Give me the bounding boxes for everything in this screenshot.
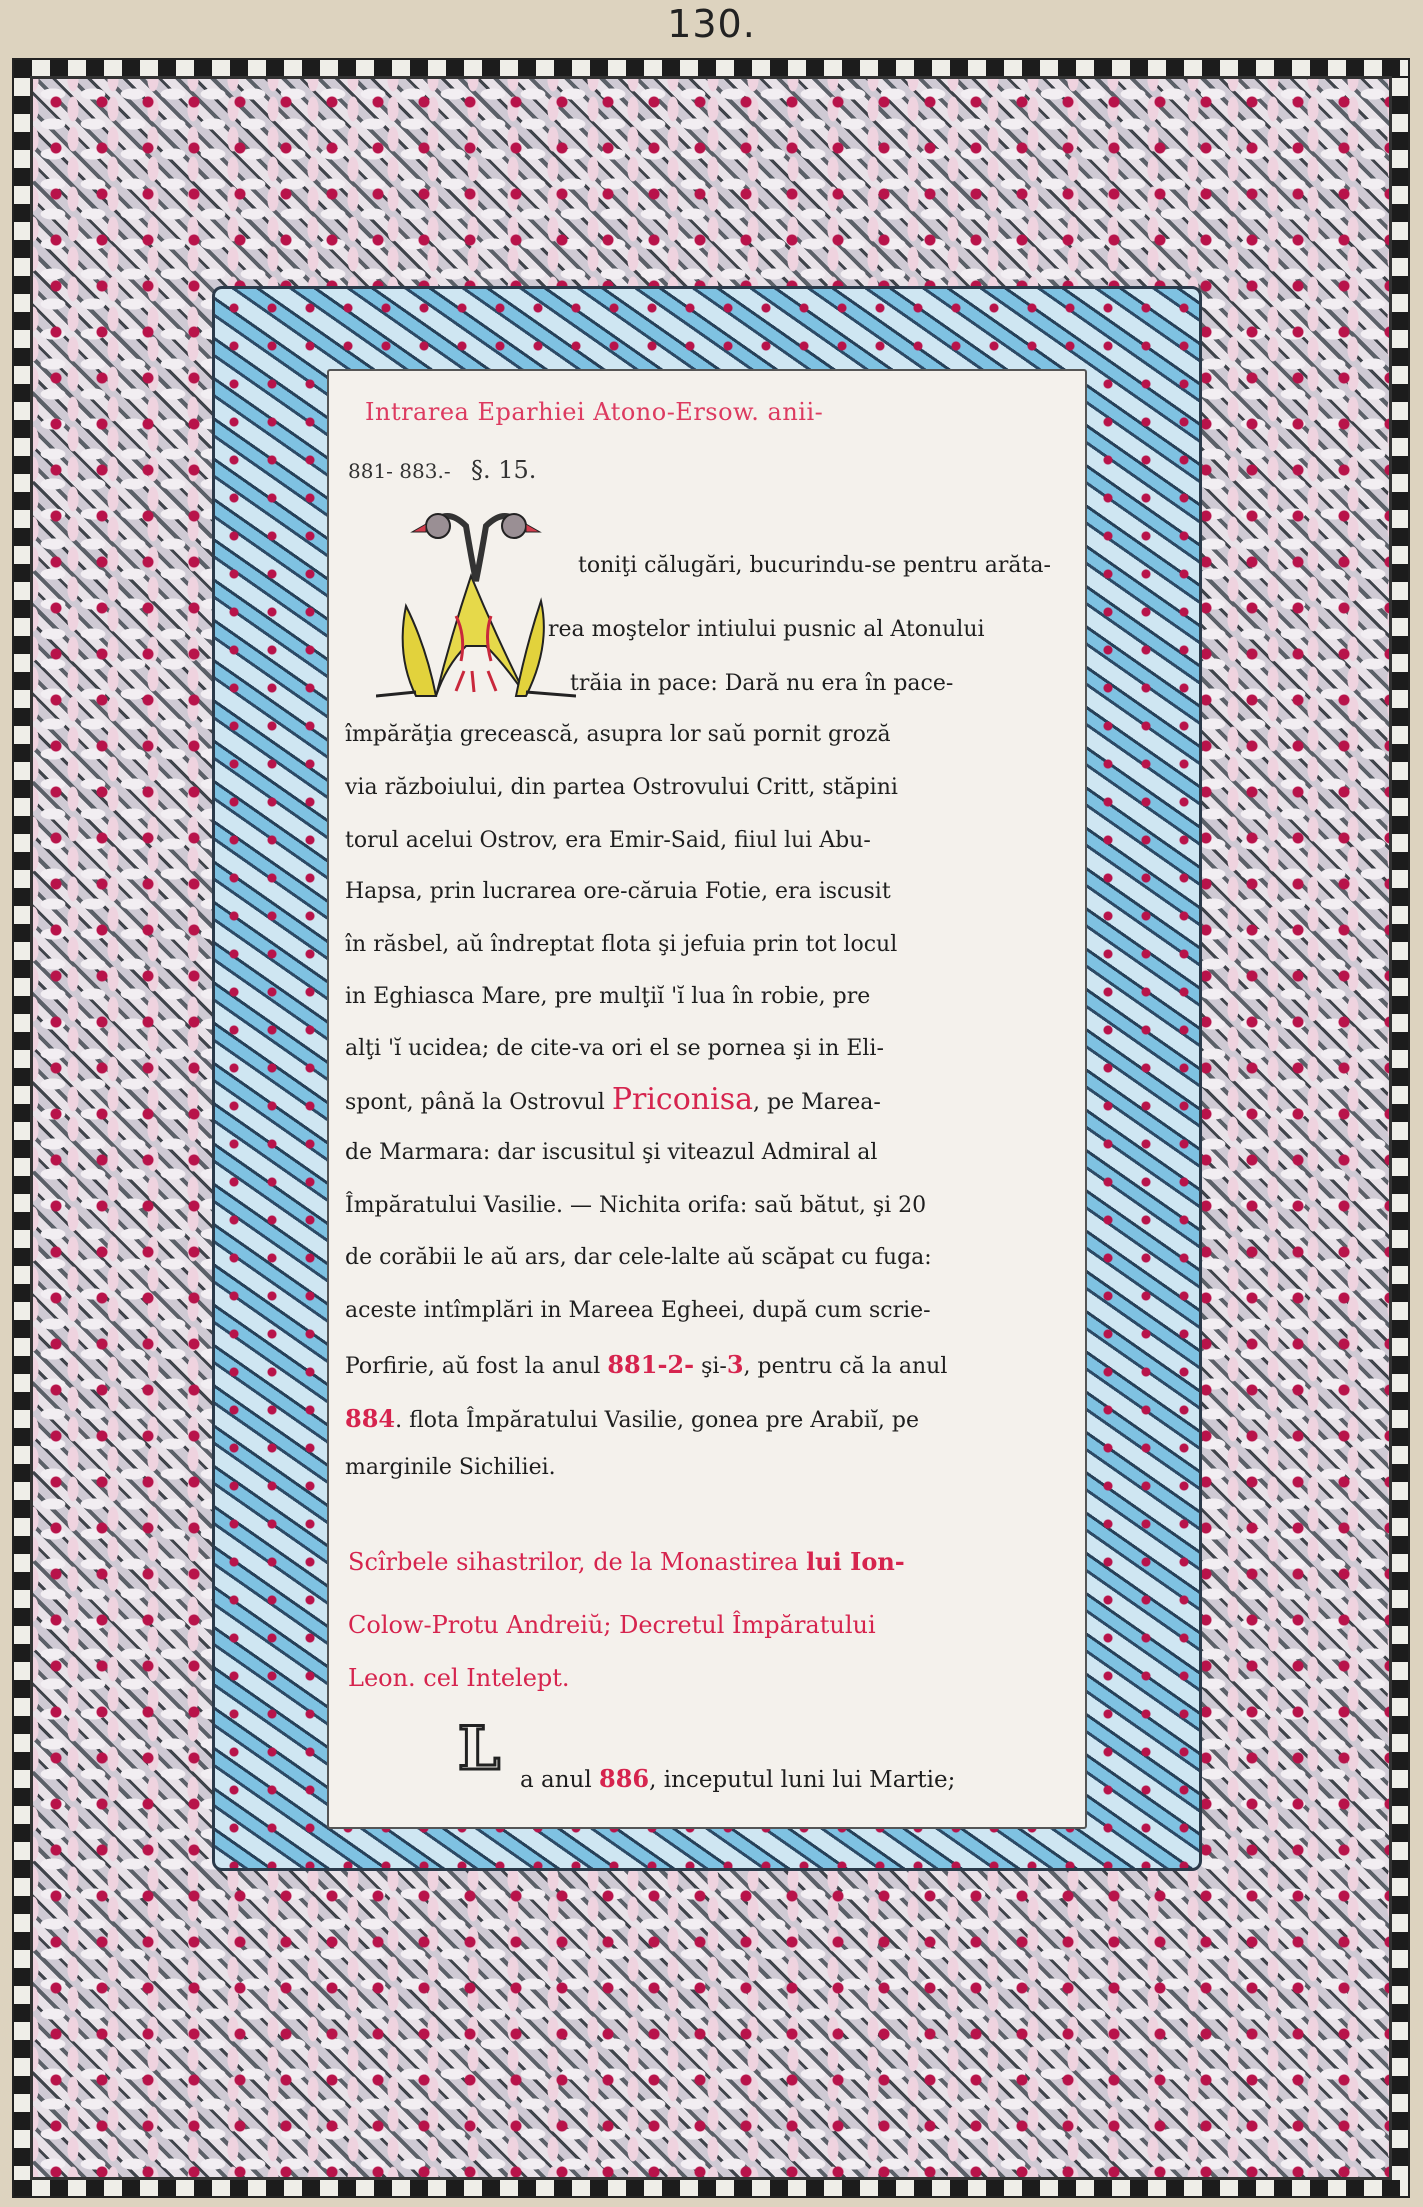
decorated-initial-l: L	[458, 1714, 501, 1784]
chapter-heading: Intrarea Eparhiei Atono-Ersow. anii-	[365, 398, 824, 426]
year-highlight: 3	[726, 1350, 744, 1379]
place-name-priconisa: Priconisa	[611, 1082, 753, 1117]
section-number: §. 15.	[470, 456, 537, 484]
text-line: de corăbii le aŭ ars, dar cele-lalte aŭ scăpat cu fuga:	[345, 1245, 932, 1270]
subheading-line	[348, 1611, 876, 1639]
year-highlight: 881-2-	[607, 1350, 695, 1379]
text-span: , inceputul luni lui Martie;	[649, 1767, 956, 1793]
subheading-text: lui Ion-	[806, 1547, 905, 1576]
text-line	[345, 1082, 881, 1117]
subheading-line: Leon. cel Intelept.	[348, 1664, 570, 1692]
text-span: , pentru că la anul	[743, 1354, 948, 1379]
text-line: alţi 'ĭ ucidea; de cite-va ori el se pornea şi in Eli-	[345, 1036, 884, 1061]
subheading-line	[348, 1547, 905, 1576]
text-line	[345, 1350, 947, 1379]
text-line: Împăratului Vasilie. — Nichita orifa: saŭ bătut, şi 20	[345, 1193, 927, 1218]
chapter-years	[348, 456, 536, 484]
text-line: via războiului, din partea Ostrovului Critt, stăpini	[345, 775, 898, 800]
text-span: spont, până la Ostrovul	[345, 1090, 605, 1115]
text-line: Hapsa, prin lucrarea ore-căruia Fotie, era iscusit	[345, 879, 891, 904]
text-span: şi-	[701, 1354, 727, 1379]
text-line: marginile Sichiliei.	[345, 1455, 556, 1480]
text-line	[520, 1764, 955, 1793]
text-line: în răsbel, aŭ îndreptat flota şi jefuia prin tot locul	[345, 932, 898, 957]
text-line: de Marmara: dar iscusitul şi viteazul Admiral al	[345, 1140, 878, 1165]
text-line: împărăţia grecească, asupra lor saŭ pornit groză	[345, 722, 891, 747]
text-line: toniţi călugări, bucurindu-se pentru arăta-	[578, 553, 1051, 578]
text-span: . flota Împăratului Vasilie, gonea pre Arabiĭ, pe	[395, 1408, 919, 1433]
subheading-text: Colow-Protu Andreiŭ;	[348, 1611, 612, 1639]
text-line	[345, 1404, 919, 1433]
page-number: 130.	[667, 2, 756, 46]
year-highlight: 884	[345, 1404, 396, 1433]
text-span: Porfirie, aŭ fost la anul	[345, 1354, 601, 1379]
decorated-initial-a-icon	[376, 496, 576, 712]
text-line: in Eghiasca Mare, pre mulţiĭ 'ĭ lua în robie, pre	[345, 984, 871, 1009]
text-span: a anul	[520, 1767, 592, 1793]
text-span: , pe Marea-	[753, 1090, 881, 1115]
subheading-text: Decretul Împăratului	[619, 1611, 876, 1639]
chapter-years-text: 881- 883.-	[348, 459, 451, 483]
text-line: torul acelui Ostrov, era Emir-Said, fiiul lui Abu-	[345, 828, 871, 853]
year-highlight: 886	[599, 1764, 650, 1793]
text-line: rea moştelor intiului pusnic al Atonului	[548, 617, 985, 642]
text-line: trăia in pace: Dară nu era în pace-	[570, 671, 954, 696]
text-line: aceste intîmplări in Mareea Egheei, după cum scrie-	[345, 1298, 931, 1323]
subheading-text: Scîrbele sihastrilor, de la Monastirea	[348, 1548, 799, 1576]
